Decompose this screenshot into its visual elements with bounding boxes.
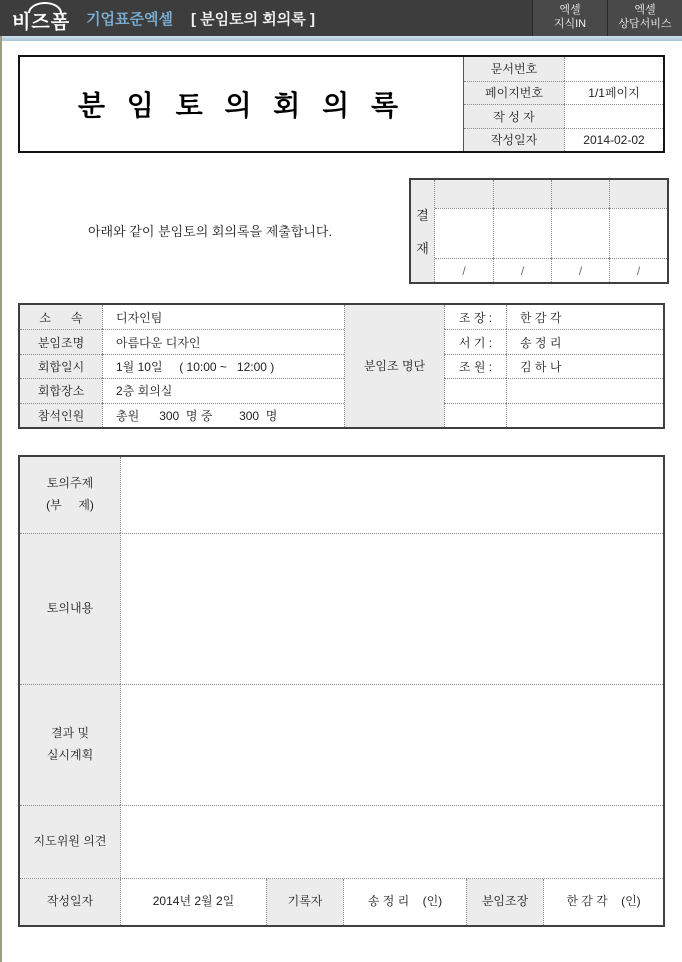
approval-title-cell[interactable]: [609, 180, 667, 208]
write-date-label: 작성일자: [464, 128, 564, 152]
footer-date-value[interactable]: 2014년 2월 2일: [120, 879, 266, 925]
secretary-name[interactable]: 송 정 리: [506, 329, 663, 353]
team-name-value[interactable]: 아름다운 디자인: [102, 329, 344, 353]
dept-value[interactable]: 디자인팀: [102, 305, 344, 329]
member-name[interactable]: 김 하 나: [506, 354, 663, 378]
page-number-value[interactable]: 1/1페이지: [564, 81, 663, 105]
footer-row: [20, 878, 663, 925]
approval-date-cell[interactable]: /: [435, 258, 493, 282]
footer-leader-label: 분임조장: [466, 879, 543, 925]
approval-sign-cell[interactable]: [609, 208, 667, 258]
meeting-place-label: 회합장소: [20, 378, 102, 402]
product-name: 기업표준엑셀: [86, 10, 174, 28]
approval-sign-cell[interactable]: [435, 208, 493, 258]
approval-sign-cell[interactable]: [551, 208, 609, 258]
title-area: [20, 57, 463, 151]
attendee-value[interactable]: 총원 300 명 중 300 명: [102, 403, 344, 427]
empty-role: [444, 378, 506, 402]
footer-recorder-label: 기록자: [266, 879, 343, 925]
approval-date-cell[interactable]: /: [609, 258, 667, 282]
bizforms-logo[interactable]: 비즈폼: [12, 3, 70, 34]
empty-name[interactable]: [506, 378, 663, 402]
page-title: 분 임 토 의 회 의 록: [77, 90, 405, 121]
footer-recorder-value[interactable]: 송 정 리 (인): [343, 879, 466, 925]
secretary-role: 서 기 :: [444, 329, 506, 353]
empty-name[interactable]: [506, 403, 663, 427]
leader-name[interactable]: 한 감 각: [506, 305, 663, 329]
member-role: 조 원 :: [444, 354, 506, 378]
advisor-opinion-content-cell[interactable]: [120, 805, 663, 878]
doc-number-value[interactable]: [564, 57, 663, 81]
footer-leader-value[interactable]: 한 감 각 (인): [543, 879, 663, 925]
excel-knowledge-button[interactable]: [532, 0, 607, 36]
approval-char-1: 결: [416, 208, 429, 223]
discussion-label: 토의내용: [20, 533, 120, 684]
result-plan-content-cell[interactable]: [120, 684, 663, 805]
topic-label-line2: (부 제): [46, 498, 94, 512]
advisor-opinion-label: 지도위원 의견: [20, 805, 120, 878]
meeting-info-table: [18, 303, 665, 429]
window-left-edge: [0, 36, 2, 962]
doc-info-table: [463, 57, 663, 151]
approval-title-cell[interactable]: [551, 180, 609, 208]
author-value[interactable]: [564, 104, 663, 128]
topic-content-cell[interactable]: [120, 457, 663, 533]
approval-title-cell[interactable]: [493, 180, 551, 208]
team-name-label: 분임조명: [20, 329, 102, 353]
discussion-content-cell[interactable]: [120, 533, 663, 684]
approval-date-cell[interactable]: /: [551, 258, 609, 282]
footer-date-label: 작성일자: [20, 879, 120, 925]
topic-label-line1: 토의주제: [46, 476, 94, 491]
meeting-time-label: 회합일시: [20, 354, 102, 378]
approval-box: [409, 178, 669, 284]
dept-label: 소 속: [20, 305, 102, 329]
attendee-label: 참석인원: [20, 403, 102, 427]
result-label-line2: 실시계획: [46, 748, 94, 762]
button-label-line2: 지식IN: [553, 18, 587, 30]
submission-statement: 아래와 같이 분임토의 회의록을 제출합니다.: [88, 224, 333, 239]
button-label-line1: 엑셀: [559, 4, 581, 17]
write-date-value[interactable]: 2014-02-02: [564, 128, 663, 152]
approval-date-cell[interactable]: /: [493, 258, 551, 282]
approval-title-cell[interactable]: [435, 180, 493, 208]
discussion-table: [18, 455, 665, 927]
header-doc-title: [ 분임토의 회의록 ]: [191, 10, 315, 28]
header-divider-strip: [0, 36, 682, 41]
result-plan-label: [20, 684, 120, 805]
doc-number-label: 문서번호: [464, 57, 564, 81]
header-bar: [0, 0, 682, 36]
excel-consult-button[interactable]: [607, 0, 682, 36]
empty-role: [444, 403, 506, 427]
header-buttons: [532, 0, 682, 36]
result-label-line1: 결과 및: [50, 726, 90, 741]
title-box: [18, 55, 665, 153]
approval-label: [411, 180, 435, 282]
topic-label: [20, 457, 120, 533]
leader-role: 조 장 :: [444, 305, 506, 329]
approval-sign-cell[interactable]: [493, 208, 551, 258]
button-label-line1: 엑셀: [634, 4, 656, 17]
meeting-time-value[interactable]: 1월 10일 ( 10:00 ~ 12:00 ): [102, 354, 344, 378]
author-label: 작 성 자: [464, 104, 564, 128]
page-number-label: 페이지번호: [464, 81, 564, 105]
roster-label: 분임조 명단: [344, 305, 444, 427]
approval-grid: [435, 180, 667, 282]
button-label-line2: 상담서비스: [618, 18, 672, 30]
meeting-place-value[interactable]: 2층 회의실: [102, 378, 344, 402]
approval-char-2: 재: [416, 241, 429, 256]
